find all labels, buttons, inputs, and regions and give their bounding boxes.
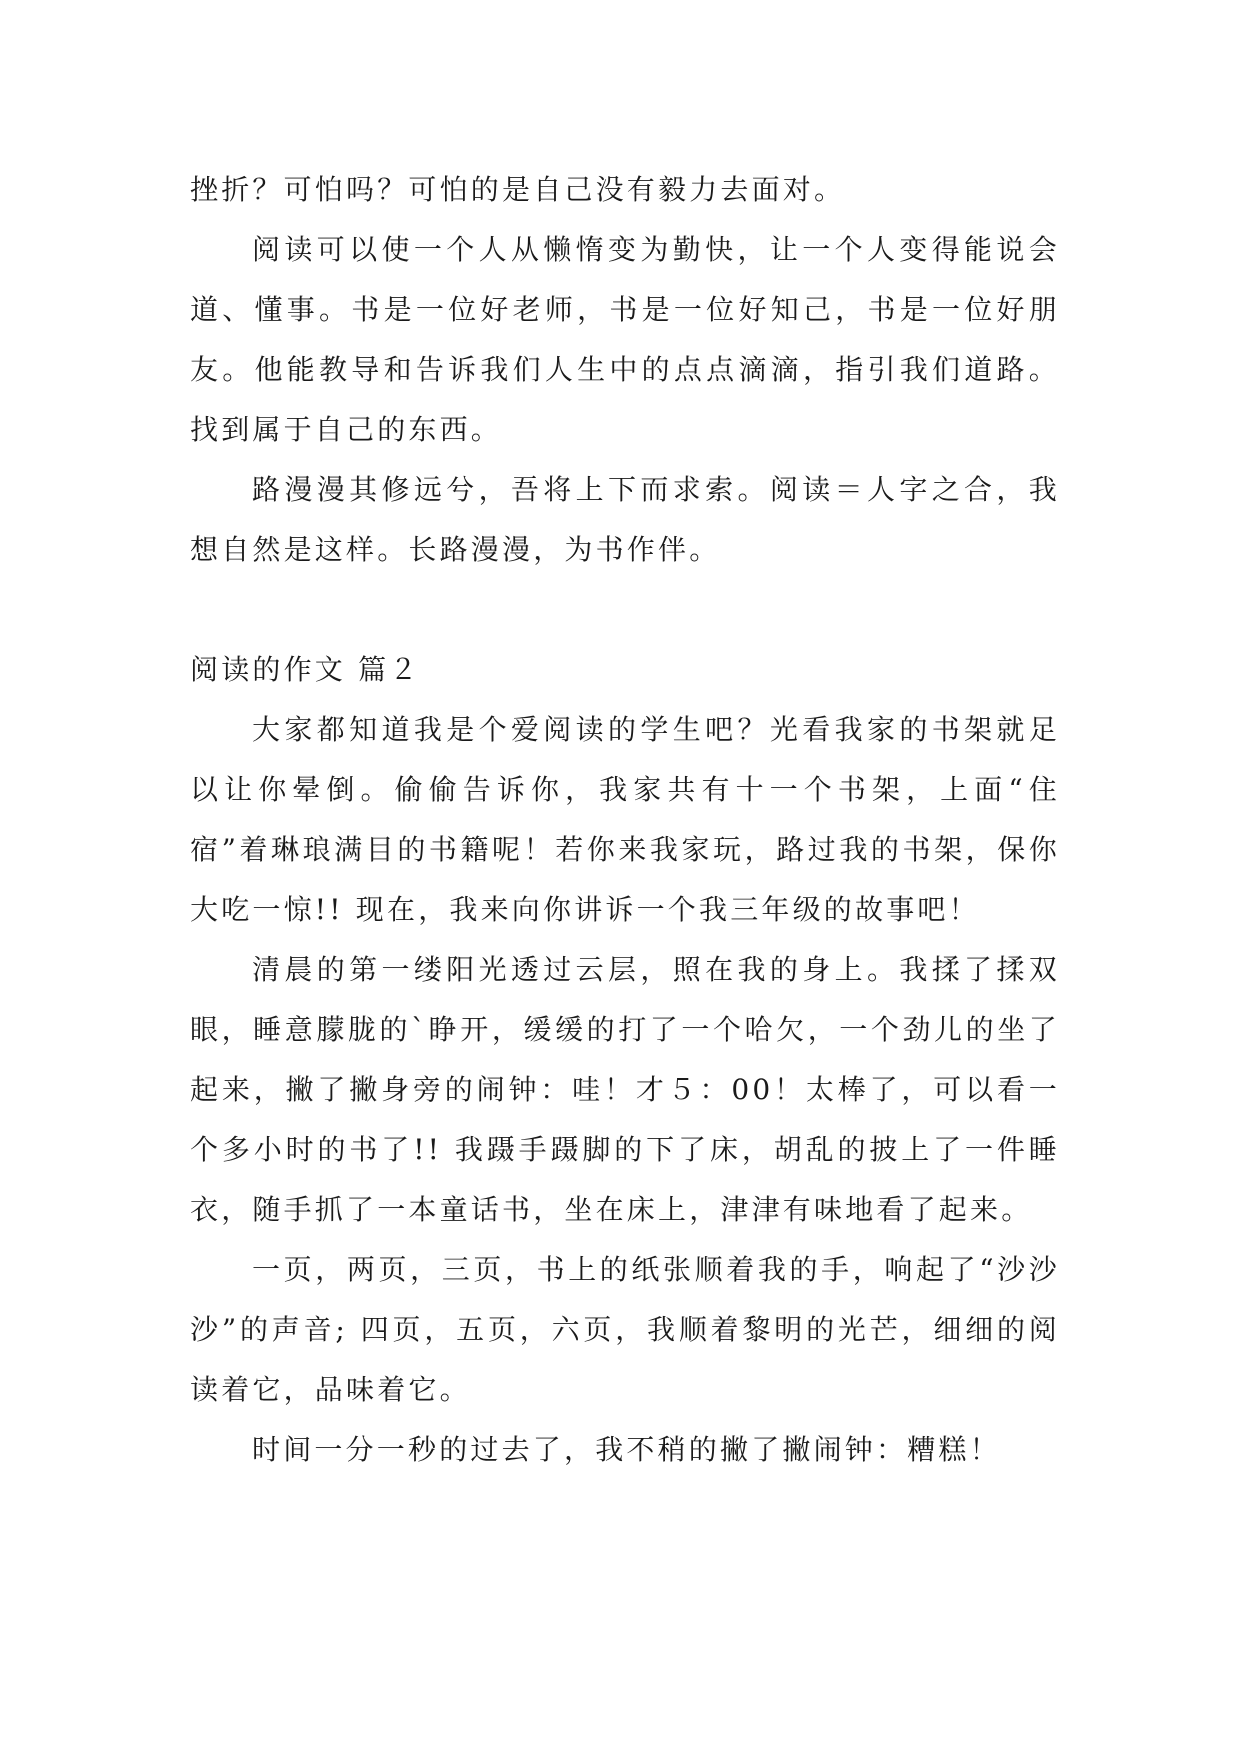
paragraph: 路漫漫其修远兮，吾将上下而求索。阅读＝人字之合，我想自然是这样。长路漫漫，为书作伴。 <box>190 473 1060 566</box>
section-spacer <box>190 580 1060 640</box>
paragraph: 挫折？可怕吗？可怕的是自己没有毅力去面对。 <box>190 173 846 206</box>
paragraph: 一页，两页，三页，书上的纸张顺着我的手，响起了“沙沙沙”的声音; 四页，五页，六页，我顺着黎明的光芒，细细的阅读着它，品味着它。 <box>190 1253 1060 1406</box>
paragraph: 清晨的第一缕阳光透过云层，照在我的身上。我揉了揉双眼，睡意朦胧的`睁开，缓缓的打了一个哈欠，一个劲儿的坐了起来，撇了撇身旁的闹钟：哇！才５：00！太棒了，可以看一个多小时的书了!! 我蹑手蹑脚的下了床，胡乱的披上了一件睡衣，随手抓了一本童话书，坐在床上，津津有味地看了起来。 <box>190 953 1060 1226</box>
document-body <box>190 160 1060 1480</box>
section-heading: 阅读的作文 篇２ <box>190 653 421 686</box>
paragraph: 阅读可以使一个人从懒惰变为勤快，让一个人变得能说会道、懂事。书是一位好老师，书是一位好知己，书是一位好朋友。他能教导和告诉我们人生中的点点滴滴，指引我们道路。找到属于自己的东西。 <box>190 233 1060 446</box>
paragraph: 时间一分一秒的过去了，我不稍的撇了撇闹钟：糟糕！ <box>252 1433 1001 1466</box>
paragraph: 大家都知道我是个爱阅读的学生吧？光看我家的书架就足以让你晕倒。偷偷告诉你，我家共有十一个书架，上面“住宿”着琳琅满目的书籍呢！若你来我家玩，路过我的书架，保你大吃一惊!! 现在，我来向你讲诉一个我三年级的故事吧！ <box>190 713 1060 926</box>
